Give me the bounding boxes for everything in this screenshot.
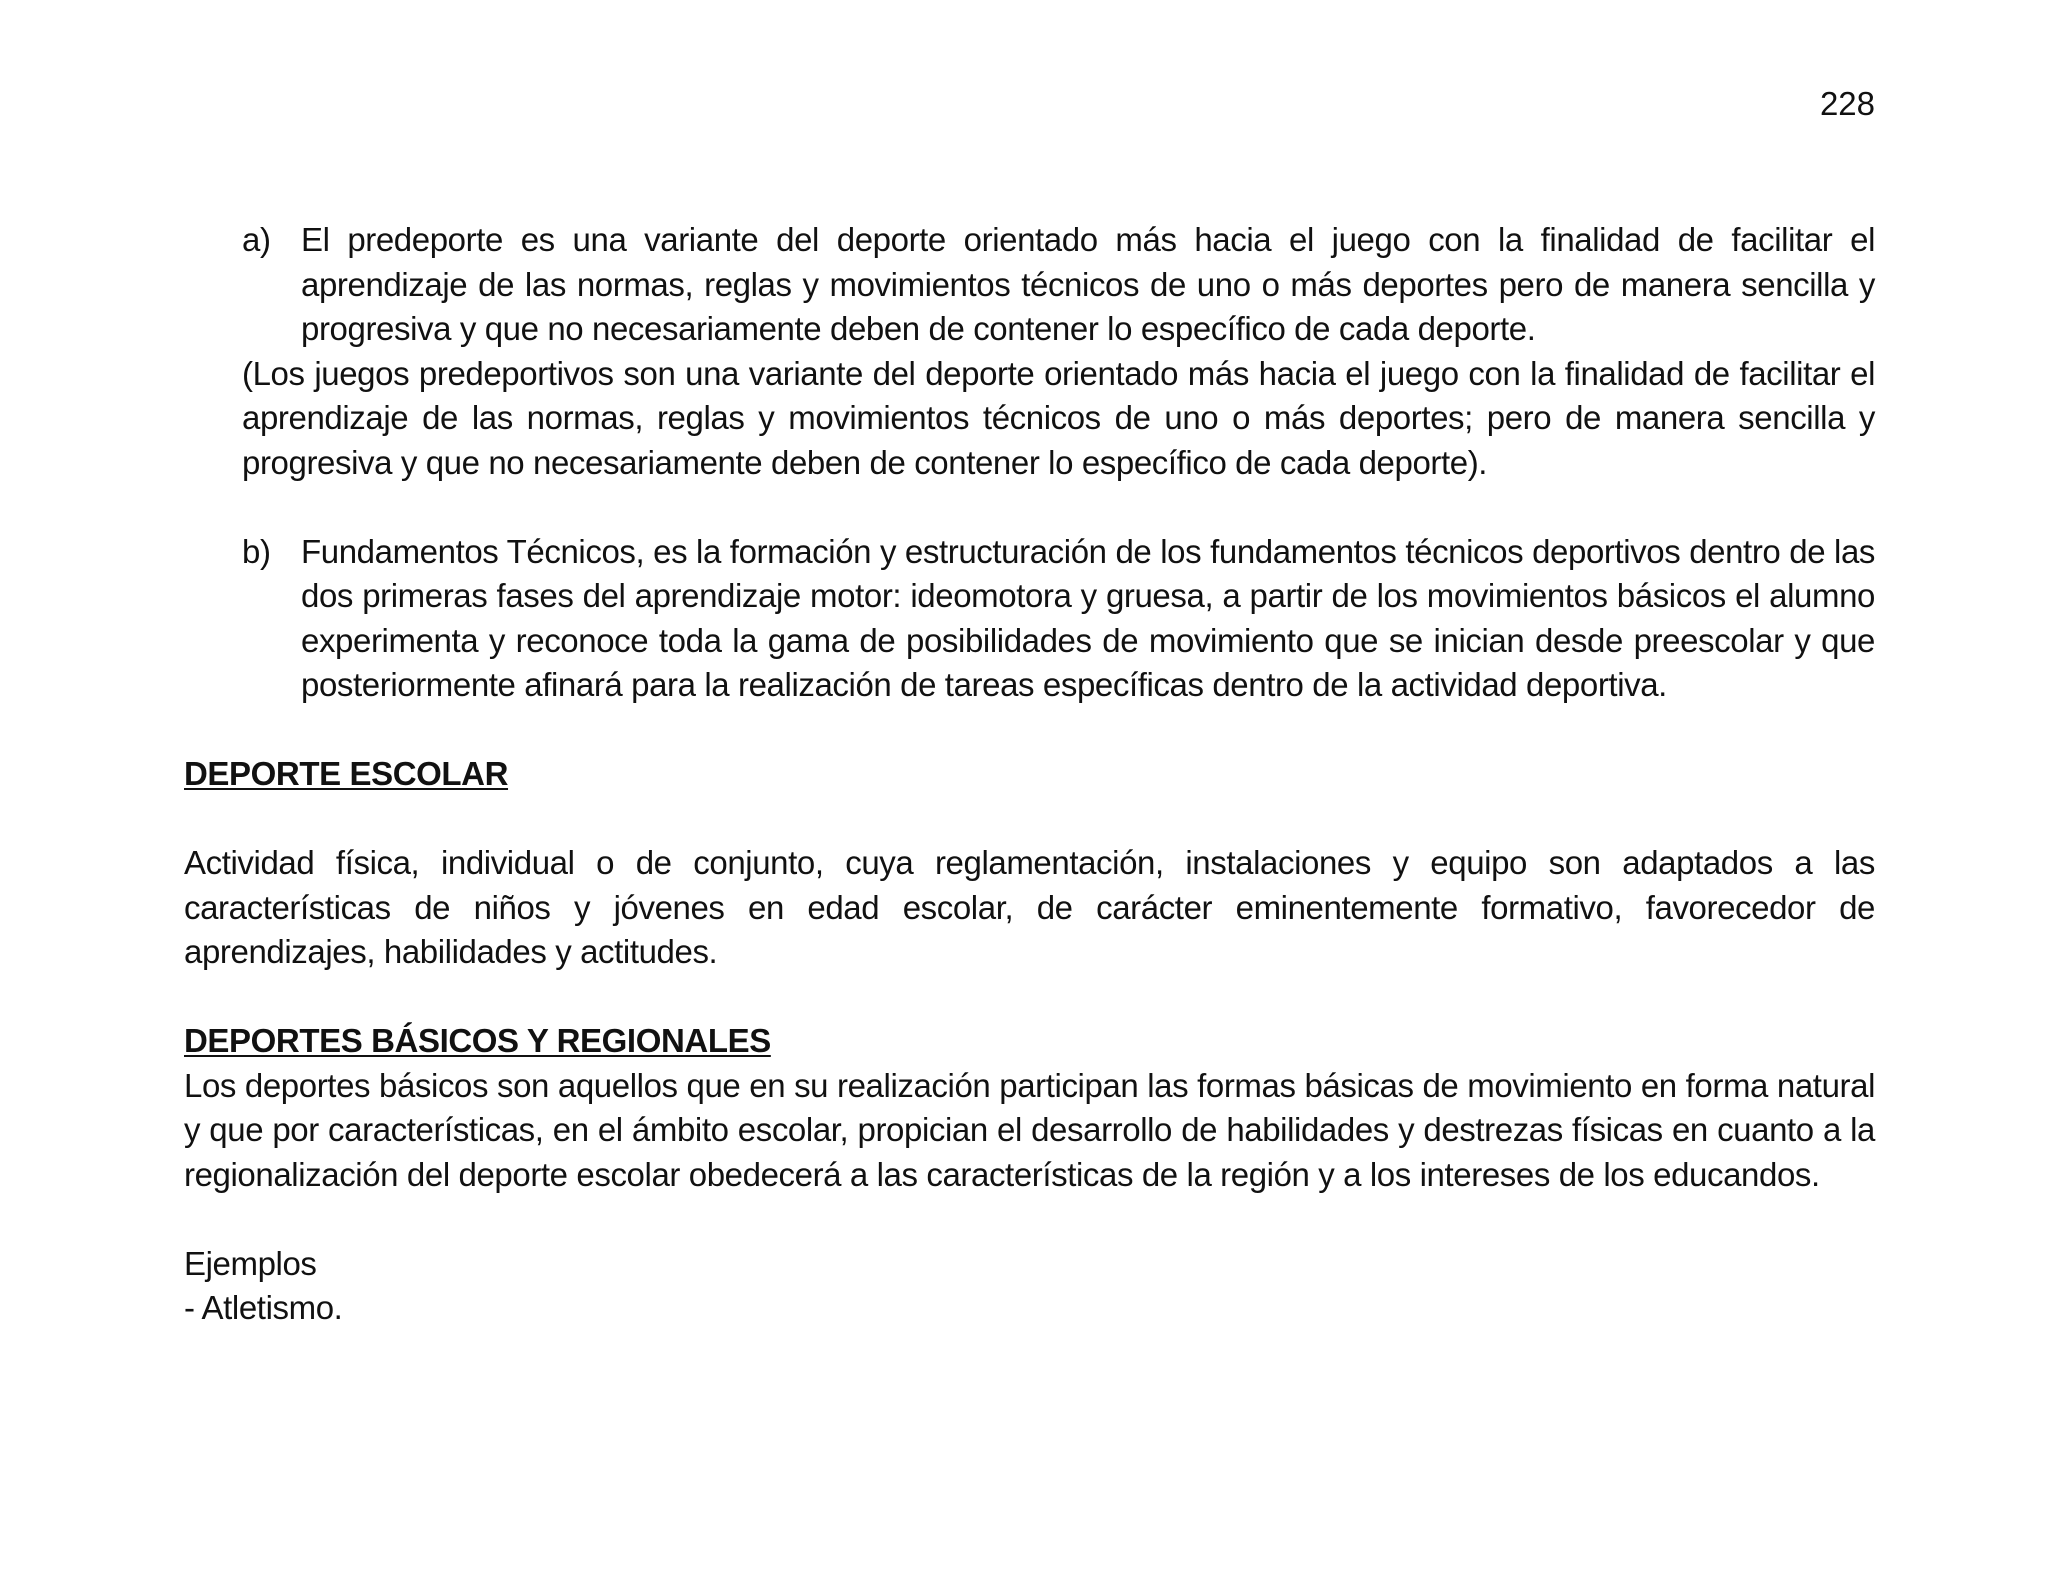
list-marker-a: a) bbox=[242, 221, 271, 258]
list-text-a: El predeporte es una variante del deporte orientado más hacia el juego con la finalidad de facilitar el aprendizaje de las normas, reglas y movimientos técnicos de uno o más deportes pero de manera sencilla y progresiva y que no necesariamente deben de contener lo específico de cada deporte. bbox=[301, 221, 1875, 347]
list-marker-b: b) bbox=[242, 532, 271, 570]
page-number: 228 bbox=[1819, 85, 1875, 122]
deportes-basicos-paragraph: Los deportes básicos son aquellos que en su realización participan las formas básicas de movimiento en forma natural y que por características, en el ámbito escolar, propician el desarrollo de habilidades y destrezas físicas en cuanto a la regionalización del deporte escolar obedecerá a las características de la región y a los intereses de los educandos. bbox=[184, 1066, 1875, 1193]
list-text-b: Fundamentos Técnicos, es la formación y estructuración de los fundamentos técnicos deportivos dentro de las dos primeras fases del aprendizaje motor: ideomotora y gruesa, a partir de los movimientos básicos el alumno experimenta y reconoce toda la gama de posibilidades de movimiento que se inician desde preescolar y que posteriormente afinará para la realización de tareas específicas dentro de la actividad deportiva. bbox=[301, 532, 1875, 703]
section-heading-deporte-escolar: DEPORTE ESCOLAR bbox=[184, 755, 509, 792]
examples-label: Ejemplos bbox=[184, 1244, 317, 1282]
example-item: - Atletismo. bbox=[184, 1289, 343, 1326]
deporte-escolar-paragraph: Actividad física, individual o de conjunto, cuya reglamentación, instalaciones y equipo son adaptados a las características de niños y jóvenes en edad escolar, de carácter eminentemente formativo, favorecedor de aprendizajes, habilidades y actitudes. bbox=[184, 844, 1875, 970]
section-heading-deportes-basicos: DEPORTES BÁSICOS Y REGIONALES bbox=[184, 1022, 771, 1059]
page-content bbox=[184, 218, 1875, 1331]
list-item-b bbox=[242, 530, 1875, 708]
list-item-a bbox=[242, 218, 1875, 352]
predeporte-note: (Los juegos predeportivos son una variante del deporte orientado más hacia el juego con la finalidad de facilitar el aprendizaje de las normas, reglas y movimientos técnicos de uno o más deportes; pero de manera sencilla y progresiva y que no necesariamente deben de contener lo específico de cada deporte). bbox=[242, 354, 1875, 481]
